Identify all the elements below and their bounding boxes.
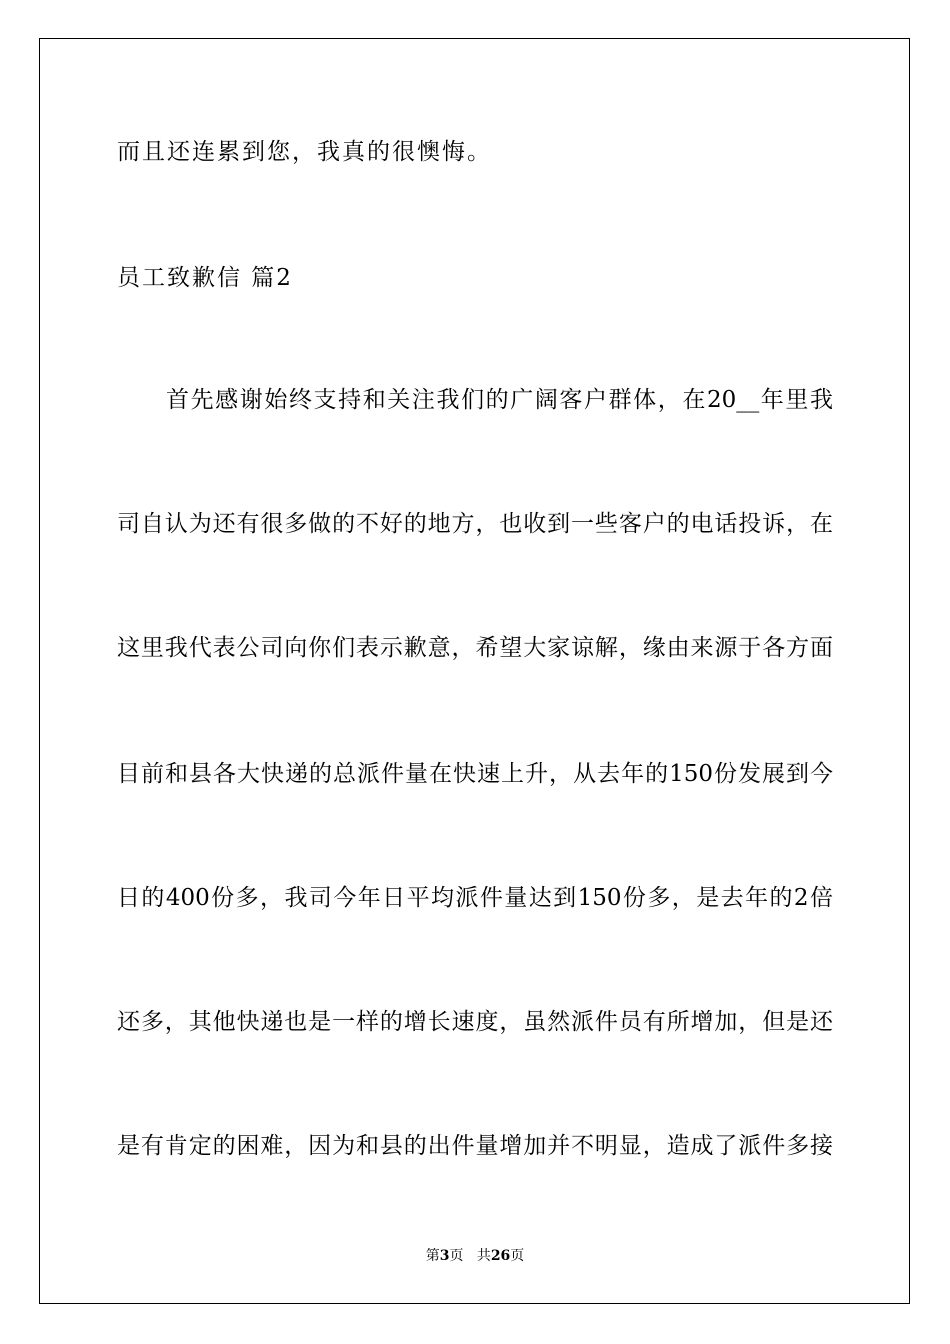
body-line-6: 日的400份多，我司今年日平均派件量达到150份多，是去年的2倍: [117, 885, 833, 911]
body-line-2: 首先感谢始终支持和关注我们的广阔客户群体，在20__年里我: [166, 387, 833, 413]
body-line-7: 还多，其他快递也是一样的增长速度，虽然派件员有所增加，但是还: [117, 1009, 833, 1035]
footer-page-number: 3: [439, 1248, 450, 1264]
footer-total-pages: 26: [490, 1248, 511, 1264]
footer-total-prefix: 共: [476, 1248, 491, 1264]
footer-page-suffix: 页: [449, 1248, 464, 1264]
body-line-5: 目前和县各大快递的总派件量在快速上升，从去年的150份发展到今: [117, 761, 833, 787]
body-line-4: 这里我代表公司向你们表示歉意，希望大家谅解，缘由来源于各方面: [117, 635, 833, 661]
body-line-8: 是有肯定的困难，因为和县的出件量增加并不明显，造成了派件多接: [117, 1133, 833, 1159]
page-frame: [39, 38, 910, 1304]
body-line-1: 而且还连累到您，我真的很懊悔。: [117, 139, 492, 165]
body-line-3: 司自认为还有很多做的不好的地方，也收到一些客户的电话投诉，在: [117, 511, 833, 537]
section-heading: 员工致歉信 篇2: [117, 265, 293, 291]
footer-total-suffix: 页: [510, 1248, 525, 1264]
footer-page-prefix: 第: [425, 1248, 440, 1264]
page-footer: [0, 1246, 950, 1266]
